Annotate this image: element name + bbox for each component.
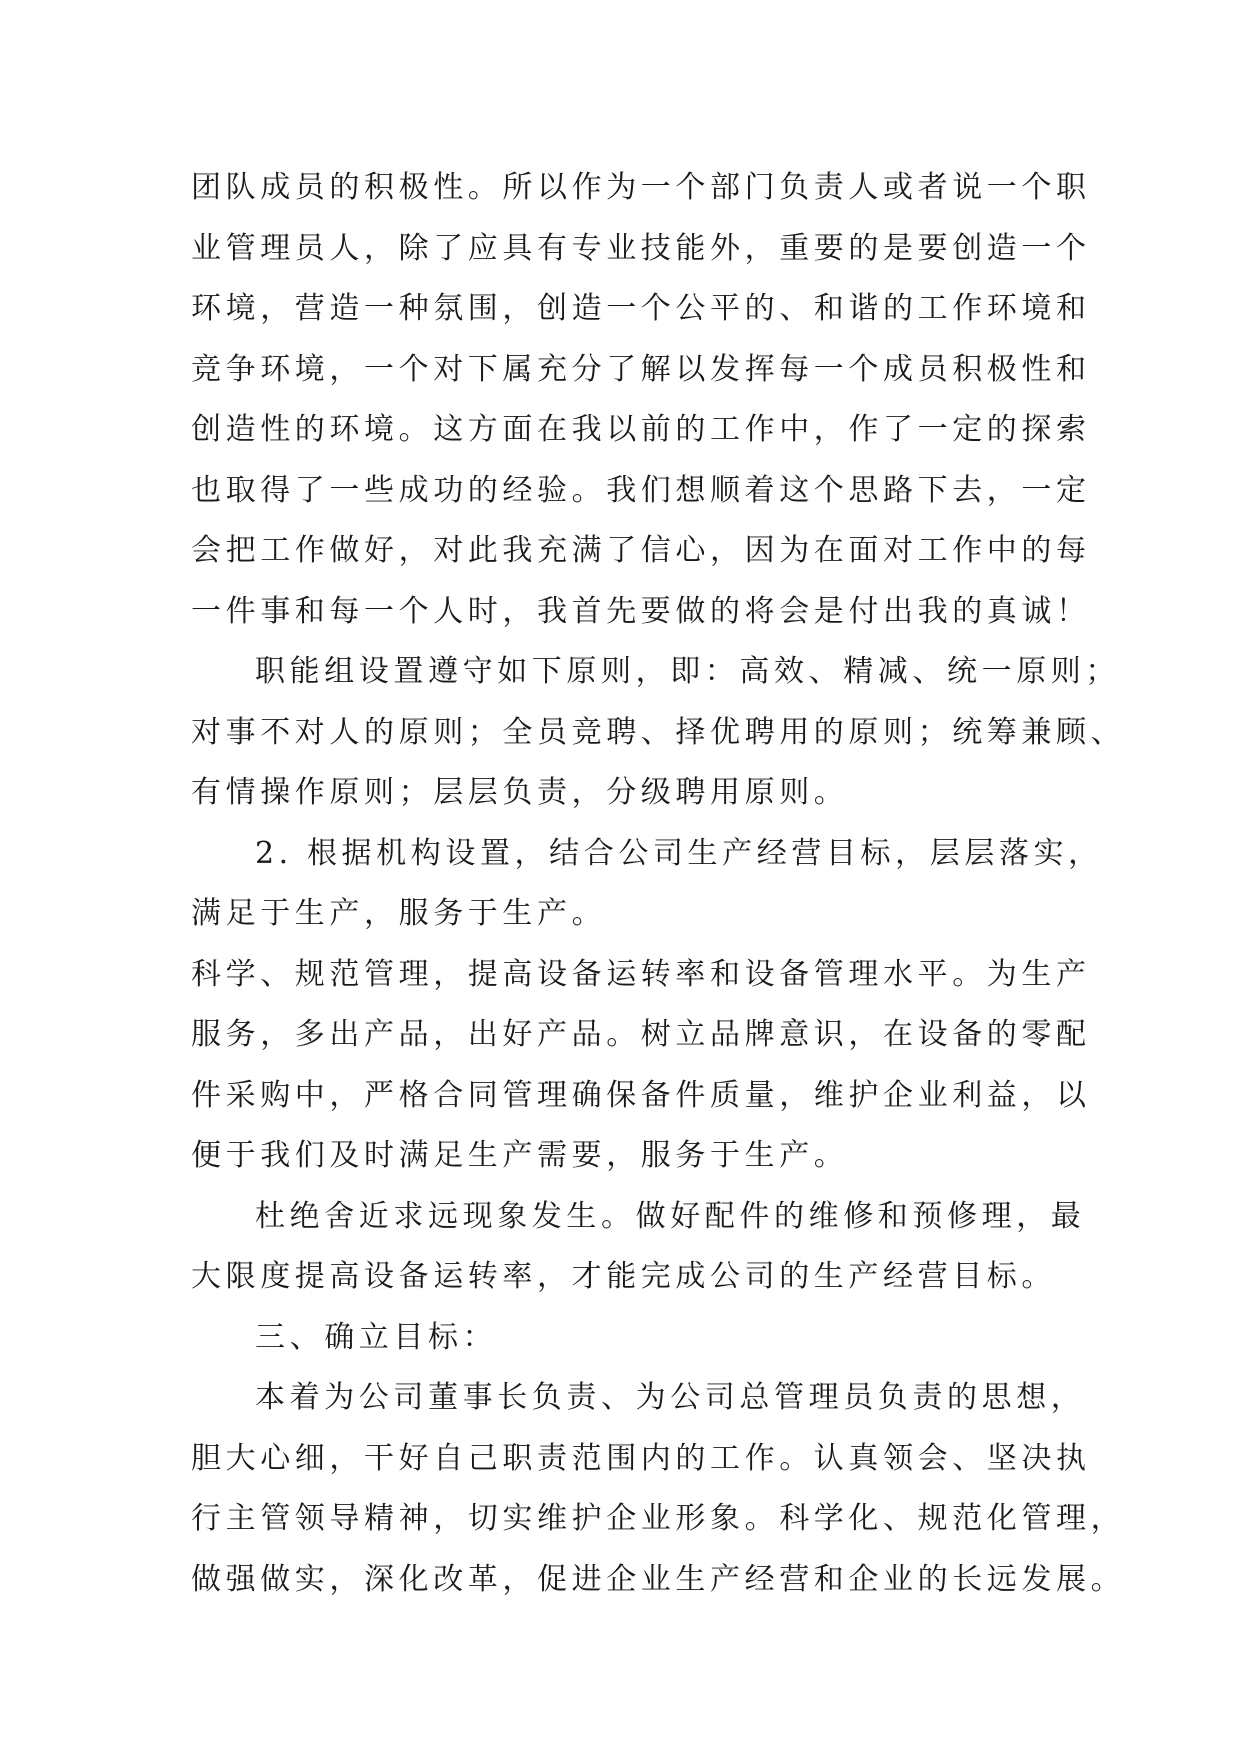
text-line: 杜绝舍近求远现象发生。做好配件的维修和预修理，最 (255, 1198, 1086, 1234)
text-line: 便于我们及时满足生产需要，服务于生产。 (191, 1138, 849, 1173)
text-line: 环境，营造一种氛围，创造一个公平的、和谐的工作环境和 (191, 291, 1091, 326)
text-line: 一件事和每一个人时，我首先要做的将会是付出我的真诚！ (191, 593, 1091, 629)
text-line: 有情操作原则；层层负责，分级聘用原则。 (191, 775, 849, 810)
text-line: 科学、规范管理，提高设备运转率和设备管理水平。为生产 (191, 956, 1091, 992)
text-line: 业管理员人，除了应具有专业技能外，重要的是要创造一个 (191, 230, 1091, 266)
text-line: 大限度提高设备运转率，才能完成公司的生产经营目标。 (191, 1259, 1056, 1294)
text-line: 本着为公司董事长负责、为公司总管理员负责的思想， (255, 1380, 1086, 1415)
text-line: 团队成员的积极性。所以作为一个部门负责人或者说一个职 (191, 170, 1091, 205)
text-line: 三、确立目标： (255, 1319, 498, 1355)
text-line: 满足于生产，服务于生产。 (191, 896, 607, 931)
text-line: 职能组设置遵守如下原则，即：高效、精减、统一原则； (255, 654, 1120, 689)
text-line: 2. 根据机构设置，结合公司生产经营目标，层层落实， (255, 835, 1103, 871)
text-line: 对事不对人的原则；全员竞聘、择优聘用的原则；统筹兼顾、 (191, 714, 1126, 750)
text-line: 做强做实，深化改革，促进企业生产经营和企业的长远发展。 (191, 1561, 1126, 1597)
text-line: 会把工作做好，对此我充满了信心，因为在面对工作中的每 (191, 533, 1091, 568)
text-line: 胆大心细，干好自己职责范围内的工作。认真领会、坚决执 (191, 1440, 1091, 1476)
document-body (191, 158, 1126, 1610)
text-line: 服务，多出产品，出好产品。树立品牌意识，在设备的零配 (191, 1017, 1091, 1052)
text-line: 也取得了一些成功的经验。我们想顺着这个思路下去，一定 (191, 472, 1091, 508)
text-line: 竞争环境，一个对下属充分了解以发挥每一个成员积极性和 (191, 351, 1091, 387)
text-line: 行主管领导精神，切实维护企业形象。科学化、规范化管理， (191, 1501, 1126, 1536)
text-line: 件采购中，严格合同管理确保备件质量，维护企业利益，以 (191, 1077, 1091, 1113)
text-line: 创造性的环境。这方面在我以前的工作中，作了一定的探索 (191, 412, 1091, 447)
